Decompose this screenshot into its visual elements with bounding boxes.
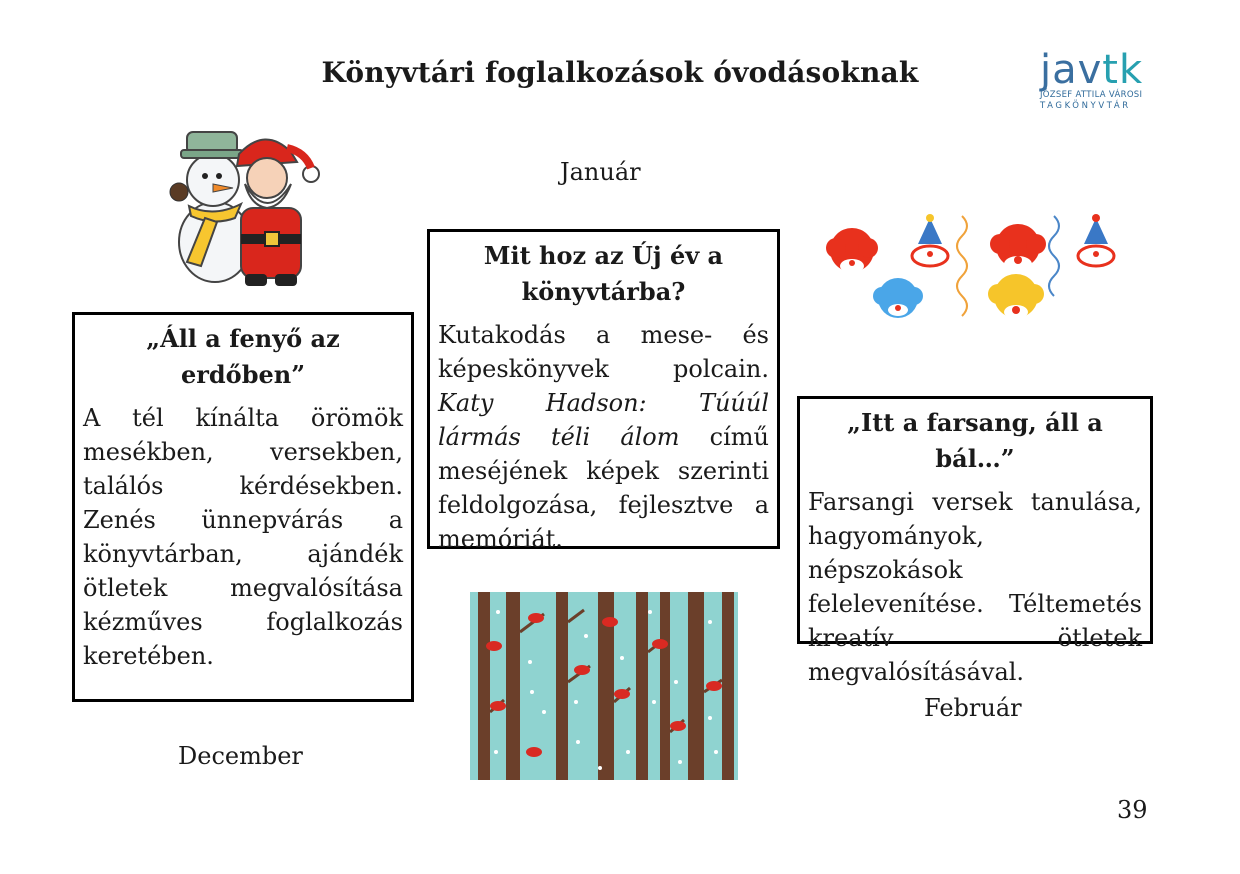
library-logo bbox=[1040, 47, 1160, 130]
logo-line1: JÓZSEF ATTILA VÁROSI bbox=[1040, 90, 1143, 100]
logo-wordmark: javtk bbox=[1040, 47, 1144, 93]
january-heading: Mit hoz az Új év a könyvtárba? bbox=[483, 241, 724, 306]
december-description: A tél kínálta örömök mesékben, versekben, találós kérdésekben. Zenés ünnepvárás a könyvtárban, ajándék ötletek megvalósítása kézműves foglalkozás keretében. bbox=[83, 404, 403, 670]
december-activity-box bbox=[72, 312, 414, 702]
month-label-january: Január bbox=[560, 158, 641, 186]
page-number: 39 bbox=[1117, 796, 1148, 824]
month-label-february: Február bbox=[924, 694, 1022, 722]
february-activity-box bbox=[797, 396, 1153, 686]
january-description: Kutakodás a mese- és képeskönyvek polcain. Katy Hadson: Túúúl lármás téli álom című meséjének képek szerinti feldolgozása, fejlesztve a memóriát. bbox=[438, 321, 769, 553]
february-heading: „Itt a farsang, áll a bál…” bbox=[847, 408, 1103, 473]
winter-forest-cardinals-icon bbox=[470, 592, 738, 780]
january-activity-box bbox=[427, 229, 780, 553]
february-description: Farsangi versek tanulása, hagyományok, népszokások felelevenítése. Téltemetés kreatív ötletek megvalósításával. bbox=[808, 488, 1142, 686]
december-heading: „Áll a fenyő az erdőben” bbox=[146, 324, 340, 389]
page-title: Könyvtári foglalkozások óvodásoknak bbox=[321, 56, 919, 89]
clown-faces-icon bbox=[822, 210, 1122, 328]
logo-line2: TAGKÖNYVTÁR bbox=[1040, 101, 1131, 111]
santa-snowman-icon bbox=[165, 122, 325, 292]
month-label-december: December bbox=[178, 742, 303, 770]
book-title: Katy Hadson: Túúúl lármás téli álom bbox=[438, 389, 769, 451]
